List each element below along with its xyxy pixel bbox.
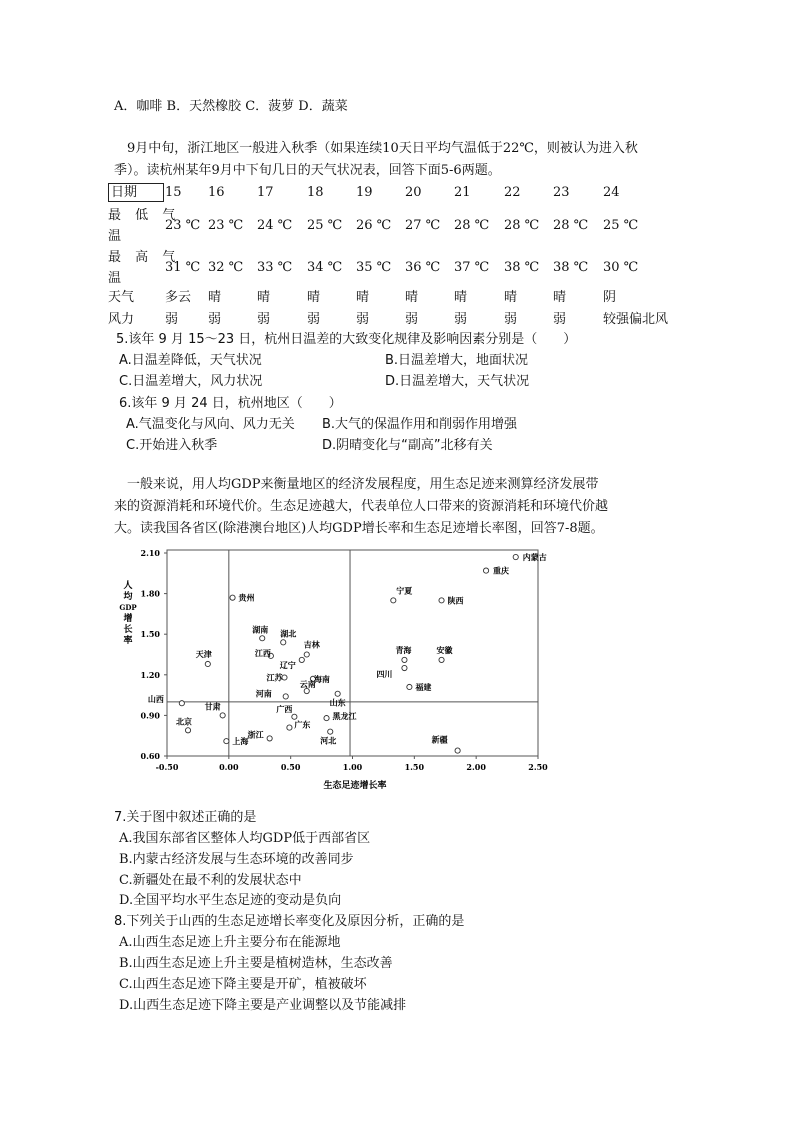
y-tick-label: 2.10 [140,548,160,558]
min-temp-label-2: 温 [108,229,122,244]
data-point-label: 甘肃 [204,701,221,712]
date-cell: 16 [208,185,225,200]
data-point-label: 江苏 [266,672,283,683]
data-point-label: 湖南 [252,624,269,635]
data-point-label: 辽宁 [279,659,296,670]
data-point [328,729,333,734]
max-temp-label-2: 温 [108,271,122,286]
q6-stem: 6.该年 9 月 24 日，杭州地区（ ） [119,396,342,411]
max-temp-label-1: 最 高 气 [108,250,181,265]
q6-option-a: A.气温变化与风向、风力无关 [126,417,295,432]
q8-option-b: B.山西生态足迹上升主要是植树造林，生态改善 [119,956,393,971]
data-point-label: 新疆 [431,734,448,745]
x-tick-label: 0.00 [219,762,239,772]
q5-option-d: D.日温差增大，天气状况 [385,374,530,389]
data-point [283,694,288,699]
data-point [483,568,488,573]
q7-stem: 7.关于图中叙述正确的是 [114,810,257,825]
data-point-label: 天津 [195,648,212,659]
weather-cell: 晴 [504,290,518,305]
data-point [287,725,292,730]
weather-cell: 晴 [454,290,468,305]
data-point [324,716,329,721]
q6-option-d: D.阴晴变化与“副高”北移有关 [322,438,493,453]
wind-cell: 较强偏北风 [603,312,669,327]
data-point-label: 贵州 [238,592,255,603]
date-cell: 20 [405,185,422,200]
x-tick-label: 1.50 [404,762,425,772]
data-point [224,739,229,744]
intro2-line2: 来的资源消耗和环境代价。生态足迹越大，代表单位人口带来的资源消耗和环境代价越 [114,499,609,514]
weather-cell: 晴 [257,290,271,305]
y-tick-label: 1.20 [140,669,160,680]
max-temp-cell: 33 ℃ [257,260,293,275]
q8-option-c: C.山西生态足迹下降主要是开矿，植被破坏 [119,977,367,992]
intro2-line1: 一般来说，用人均GDP来衡量地区的经济发展程度，用生态足迹来测算经济发展带 [127,477,599,492]
wind-cell: 弱 [165,312,179,327]
data-point [220,713,225,718]
data-point-label: 内蒙古 [522,552,547,563]
q7-option-a: A.我国东部省区整体人均GDP低于西部省区 [119,831,371,846]
data-point-label: 青海 [395,644,412,655]
min-temp-cell: 23 ℃ [208,218,244,233]
x-tick-label: 1.00 [342,762,363,772]
wind-cell: 弱 [553,312,567,327]
data-point-label: 上海 [232,736,249,747]
data-point [402,657,407,662]
q8-option-d: D.山西生态足迹下降主要是产业调整以及节能减排 [119,998,407,1013]
date-cell: 19 [356,185,373,200]
y-tick-label: 1.80 [140,588,160,599]
x-tick-label: -0.50 [155,762,179,772]
date-cell: 24 [603,185,620,200]
data-point-label: 江西 [254,647,271,658]
wind-cell: 弱 [307,312,321,327]
intro1-line2: 季）。读杭州某年9月中下旬几日的天气状况表，回答下面5-6两题。 [114,163,501,178]
y-tick-label: 0.60 [140,751,160,761]
q5-stem: 5.该年 9 月 15～23 日，杭州日温差的大致变化规律及影响因素分别是（ ） [116,332,577,347]
date-cell: 22 [504,185,521,200]
x-tick-label: 0.50 [280,762,301,772]
data-point-label: 云南 [299,679,316,690]
wind-cell: 弱 [208,312,222,327]
data-point [205,661,210,666]
max-temp-cell: 38 ℃ [504,260,540,275]
data-point [304,652,309,657]
q7-option-d: D.全国平均水平生态足迹的变动是负向 [119,893,342,908]
data-point-label: 北京 [176,716,193,727]
plot-frame [167,550,538,756]
max-temp-cell: 36 ℃ [405,260,441,275]
weather-cell: 晴 [405,290,419,305]
wind-cell: 弱 [257,312,271,327]
q8-stem: 8.下列关于山西的生态足迹增长率变化及原因分析，正确的是 [114,914,465,929]
data-point-label: 山东 [329,697,346,708]
min-temp-cell: 25 ℃ [603,218,639,233]
data-point-label: 福建 [415,681,432,692]
data-point-label: 海南 [313,673,330,684]
data-point [304,688,309,693]
min-temp-cell: 28 ℃ [504,218,540,233]
max-temp-cell: 30 ℃ [603,260,639,275]
q5-option-b: B.日温差增大，地面状况 [385,353,529,368]
max-temp-cell: 34 ℃ [307,260,343,275]
q6-option-c: C.开始进入秋季 [126,438,218,453]
y-tick-label: 1.50 [140,629,160,640]
min-temp-cell: 26 ℃ [356,218,392,233]
date-label: 日期 [111,185,138,200]
data-point-label: 浙江 [247,729,264,740]
data-point [299,657,304,662]
max-temp-cell: 38 ℃ [553,260,589,275]
max-temp-cell: 37 ℃ [454,260,490,275]
data-point-label: 山西 [147,694,164,705]
data-point [179,701,184,706]
data-point-label: 重庆 [493,565,510,576]
q5-option-a: A.日温差降低，天气状况 [119,353,262,368]
min-temp-cell: 28 ℃ [553,218,589,233]
data-point-label: 四川 [376,669,393,680]
q7-option-c: C.新疆处在最不利的发展状态中 [119,873,302,888]
data-point-label: 湖北 [280,628,297,639]
data-point [260,636,265,641]
q5-option-c: C.日温差增大，风力状况 [119,374,263,389]
q8-option-a: A.山西生态足迹上升主要分布在能源地 [119,935,341,950]
x-axis-label: 生态足迹增长率 [323,781,387,791]
wind-cell: 弱 [454,312,468,327]
data-point-label: 广西 [276,703,293,714]
date-cell: 17 [257,185,274,200]
min-temp-cell: 25 ℃ [307,218,343,233]
date-cell: 23 [553,185,570,200]
min-temp-cell: 27 ℃ [405,218,441,233]
data-point-label: 广东 [294,719,311,730]
date-cell: 21 [454,185,471,200]
data-point [335,691,340,696]
intro1-line1: 9月中旬，浙江地区一般进入秋季（如果连续10天日平均气温低于22℃，则被认为进入秋 [127,141,638,156]
data-point-label: 宁夏 [396,585,413,596]
max-temp-cell: 32 ℃ [208,260,244,275]
max-temp-cell: 35 ℃ [356,260,392,275]
weather-cell: 多云 [165,290,192,305]
data-point [230,595,235,600]
q6-option-b: B.大气的保温作用和削弱作用增强 [322,417,518,432]
data-point [407,684,412,689]
data-point [391,598,396,603]
data-point [185,728,190,733]
wind-cell: 弱 [356,312,370,327]
weather-cell: 晴 [553,290,567,305]
wind-cell: 弱 [504,312,518,327]
y-tick-label: 0.90 [140,710,160,721]
date-cell: 15 [165,185,182,200]
q4-options: A．咖啡 B．天然橡胶 C．菠萝 D．蔬菜 [114,99,348,114]
data-point [282,675,287,680]
x-tick-label: 2.00 [466,762,486,772]
scatter-chart [110,545,550,795]
data-point-label: 河北 [320,735,337,746]
weather-cell: 晴 [307,290,321,305]
wind-cell: 弱 [405,312,419,327]
weather-cell: 晴 [356,290,370,305]
weather-cell: 晴 [208,290,222,305]
intro2-line3: 大。读我国各省区(除港澳台地区)人均GDP增长率和生态足迹增长率图，回答7-8题。 [114,521,604,536]
data-point [513,554,518,559]
data-point [281,640,286,645]
min-temp-label-1: 最 低 气 [108,208,181,223]
data-point-label: 安徽 [436,644,453,655]
data-point [455,748,460,753]
max-temp-cell: 31 ℃ [165,260,201,275]
data-point-label: 陕西 [447,595,464,606]
weather-label: 天气 [108,290,135,305]
data-point [402,665,407,670]
date-cell: 18 [307,185,324,200]
weather-cell: 阴 [603,290,617,305]
data-point-label: 黑龙江 [332,711,357,722]
min-temp-cell: 24 ℃ [257,218,293,233]
y-axis-label: 人均 GDP 增长率 [119,581,137,646]
wind-label: 风力 [108,312,135,327]
data-point [292,714,297,719]
data-point [267,736,272,741]
min-temp-cell: 23 ℃ [165,218,201,233]
min-temp-cell: 28 ℃ [454,218,490,233]
q7-option-b: B.内蒙古经济发展与生态环境的改善同步 [119,852,354,867]
data-point-label: 河南 [255,688,272,699]
data-point [439,598,444,603]
x-tick-label: 2.50 [528,762,548,772]
data-point-label: 吉林 [303,639,320,650]
data-point [439,657,444,662]
